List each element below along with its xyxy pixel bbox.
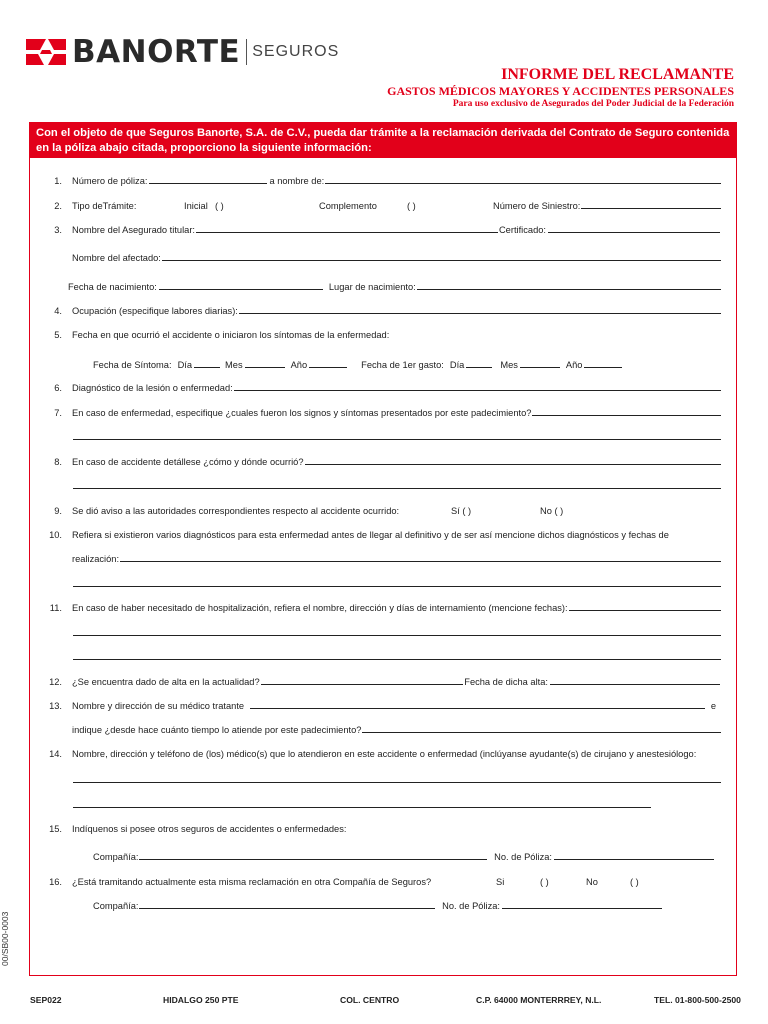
row-q15-company (93, 846, 716, 862)
q14-label: Nombre, dirección y teléfono de (los) médico(s) que lo atendieron en este accidente o enfermedad (inclúyanse ayudante(s) de cirujano y anestesiólogo: (72, 749, 697, 759)
q13-label: Nombre y dirección de su médico tratante (72, 701, 245, 711)
q10-label: Refiera si existieron varios diagnósticos para esta enfermedad antes de llegar al definitivo y de ser así mencione dichos diagnósticos y fechas de (72, 530, 669, 540)
claim-number-field[interactable] (581, 208, 721, 209)
row-q14 (40, 743, 728, 759)
row-q8-line2 (72, 475, 722, 491)
row-q3-birth (68, 276, 722, 292)
q12-label: ¿Se encuentra dado de alta en la actualidad? (72, 677, 260, 687)
other-claim-policy-field[interactable] (502, 908, 662, 909)
discharged-field[interactable] (261, 684, 464, 685)
footer-street: HIDALGO 250 PTE (163, 995, 239, 1005)
diagnoses-field-line2[interactable] (73, 586, 721, 587)
q10-number: 10. (49, 530, 62, 540)
row-q2 (40, 195, 722, 211)
q15-company-label: Compañía: (93, 852, 139, 862)
q2-label3: Número de Siniestro: (493, 201, 581, 211)
other-claim-company-field[interactable] (139, 908, 435, 909)
q16-policy-label: No. de Póliza: (442, 901, 500, 911)
row-q5 (40, 324, 722, 340)
q11-number: 11. (49, 603, 62, 613)
intro-banner: Con el objeto de que Seguros Banorte, S.A. de C.V., pueda dar trámite a la reclamación derivada del Contrato de Seguro contenida en la póliza abajo citada, proporciono la siguiente información: (29, 122, 737, 158)
q14-number: 14. (49, 749, 62, 759)
q8-label: En caso de accidente detállese ¿cómo y dónde ocurrió? (72, 457, 304, 467)
accident-description-field[interactable] (305, 464, 721, 465)
row-q11-line3 (72, 646, 722, 662)
form-title-block (387, 66, 734, 110)
hospitalization-field-line2[interactable] (73, 635, 721, 636)
q7-number: 7. (54, 408, 62, 418)
row-q6 (40, 377, 722, 393)
footer-city: C.P. 64000 MONTERRREY, N.L. (476, 995, 602, 1005)
q4-label: Ocupación (especifique labores diarias): (72, 306, 238, 316)
q4-number: 4. (54, 306, 62, 316)
q16-no-label: No (586, 877, 598, 887)
q15-label: Indíquenos si posee otros seguros de accidentes o enfermedades: (72, 824, 347, 834)
q2-check-inicial[interactable]: ( ) (215, 201, 224, 211)
q9-yes-option[interactable]: Sí ( ) (451, 506, 472, 516)
expense-month-field[interactable] (520, 367, 560, 368)
q11-label: En caso de haber necesitado de hospitalización, refiera el nombre, dirección y días de internamiento (mencione fechas): (72, 603, 568, 613)
expense-year-field[interactable] (584, 367, 622, 368)
q3-label: Nombre del Asegurado titular: (72, 225, 195, 235)
q8-number: 8. (54, 457, 62, 467)
expense-day-field[interactable] (466, 367, 492, 368)
other-insurance-policy-field[interactable] (554, 859, 714, 860)
birth-place-label: Lugar de nacimiento: (328, 282, 416, 292)
q7-label: En caso de enfermedad, especifique ¿cuales fueron los signos y síntomas presentados por este padecimiento? (72, 408, 532, 418)
q3-number: 3. (54, 225, 62, 235)
footer-colony: COL. CENTRO (340, 995, 400, 1005)
q9-no-option[interactable]: No ( ) (540, 506, 564, 516)
form-title: INFORME DEL RECLAMANTE (501, 66, 734, 83)
insured-name-field[interactable] (196, 232, 498, 233)
birth-place-field[interactable] (417, 289, 721, 290)
row-q7 (40, 402, 722, 418)
symptoms-field[interactable] (532, 415, 721, 416)
diagnosis-field[interactable] (234, 390, 721, 391)
symptom-day-label: Día (177, 360, 193, 370)
affected-name-field[interactable] (162, 260, 721, 261)
q15-policy-label: No. de Póliza: (494, 852, 552, 862)
symptom-day-field[interactable] (194, 367, 220, 368)
banorte-logo-icon (24, 35, 68, 69)
q13-trail: e (710, 701, 716, 711)
row-q11-line2 (72, 622, 722, 638)
q1-label2: a nombre de: (269, 176, 325, 186)
doctor-field[interactable] (250, 708, 705, 709)
q16-number: 16. (49, 877, 62, 887)
footer-phone: TEL. 01-800-500-2500 (654, 995, 741, 1005)
q5-number: 5. (54, 330, 62, 340)
q16-label: ¿Está tramitando actualmente esta misma reclamación en otra Compañía de Seguros? (72, 877, 432, 887)
q16-yes-check[interactable]: ( ) (540, 877, 549, 887)
row-q13 (40, 695, 716, 711)
row-q3 (40, 219, 722, 235)
q6-number: 6. (54, 383, 62, 393)
row-q4 (40, 300, 722, 316)
q1-number: 1. (54, 176, 62, 186)
symptoms-field-line2[interactable] (73, 439, 721, 440)
row-q16-company (93, 895, 664, 911)
q3-label2: Certificado: (498, 225, 546, 235)
symptom-month-field[interactable] (245, 367, 285, 368)
accident-description-field-line2[interactable] (73, 488, 721, 489)
doctors-field[interactable] (73, 782, 721, 783)
row-q10 (40, 524, 722, 540)
banorte-logo (24, 34, 339, 70)
q16-yes-label: Si (496, 877, 505, 887)
brand-divider (246, 39, 247, 65)
form-code-vertical: 00/SB00-0003 (0, 911, 10, 966)
q16-no-check[interactable]: ( ) (630, 877, 639, 887)
row-q3-affected (40, 247, 722, 263)
form-subtitle: GASTOS MÉDICOS MAYORES Y ACCIDENTES PERSONALES (387, 84, 734, 98)
symptom-year-field[interactable] (309, 367, 347, 368)
doctors-field-line2[interactable] (73, 807, 651, 808)
expense-month-label: Mes (500, 360, 518, 370)
q15-number: 15. (49, 824, 62, 834)
hospitalization-field-line3[interactable] (73, 659, 721, 660)
diagnoses-field[interactable] (120, 561, 721, 562)
q13-label2: indique ¿desde hace cuánto tiempo lo atiende por este padecimiento? (72, 725, 362, 735)
occupation-field[interactable] (239, 313, 721, 314)
expense-year-label: Año (565, 360, 583, 370)
q2-opt-inicial: Inicial (184, 201, 208, 211)
symptom-month-label: Mes (225, 360, 243, 370)
q6-label: Diagnóstico de la lesión o enfermedad: (72, 383, 233, 393)
q13-number: 13. (49, 701, 62, 711)
birth-date-field[interactable] (159, 289, 323, 290)
q5-label: Fecha en que ocurrió el accidente o iniciaron los síntomas de la enfermedad: (72, 330, 390, 340)
form-note: Para uso exclusivo de Asegurados del Poder Judicial de la Federación (452, 99, 734, 109)
q2-label: Tipo deTrámite: (72, 201, 137, 211)
q2-check-complemento[interactable]: ( ) (407, 201, 416, 211)
birth-date-label: Fecha de nacimiento: (68, 282, 157, 292)
q9-label: Se dió aviso a las autoridades correspondientes respecto al accidente ocurrido: (72, 506, 400, 516)
first-expense-label: Fecha de 1er gasto: (361, 360, 444, 370)
brand-name: BANORTE (72, 33, 241, 70)
q12-number: 12. (49, 677, 62, 687)
row-q13-line2 (40, 719, 722, 735)
discharge-date-field[interactable] (550, 684, 720, 685)
symptom-date-label: Fecha de Síntoma: (93, 360, 172, 370)
row-q14-line2 (72, 769, 722, 785)
row-q15 (40, 818, 722, 834)
q9-number: 9. (54, 506, 62, 516)
row-q8 (40, 451, 722, 467)
row-q1 (40, 170, 722, 186)
q2-number: 2. (54, 201, 62, 211)
q1-label: Número de póliza: (72, 176, 148, 186)
q16-company-label: Compañía: (93, 901, 139, 911)
q12-label2: Fecha de dicha alta: (464, 677, 548, 687)
row-q9 (40, 500, 722, 516)
brand-subname: SEGUROS (252, 43, 340, 60)
doctor-time-field[interactable] (362, 732, 721, 733)
row-q5-dates (93, 354, 722, 370)
row-q14-line3 (72, 794, 652, 810)
hospitalization-field[interactable] (569, 610, 721, 611)
other-insurance-company-field[interactable] (139, 859, 487, 860)
row-q10-line3 (72, 573, 722, 589)
affected-label: Nombre del afectado: (72, 253, 161, 263)
policy-number-field[interactable] (149, 183, 267, 184)
row-q11 (40, 597, 722, 613)
row-q7-line2 (72, 426, 722, 442)
expense-day-label: Día (449, 360, 465, 370)
q10-label2: realización: (72, 554, 120, 564)
row-q16 (40, 871, 722, 887)
footer-code: SEP022 (30, 995, 62, 1005)
row-q10-line2 (40, 548, 722, 564)
symptom-year-label: Año (290, 360, 308, 370)
policy-holder-field[interactable] (325, 183, 721, 184)
row-q12 (40, 671, 722, 687)
certificate-field[interactable] (548, 232, 720, 233)
q2-opt-complemento: Complemento (319, 201, 377, 211)
